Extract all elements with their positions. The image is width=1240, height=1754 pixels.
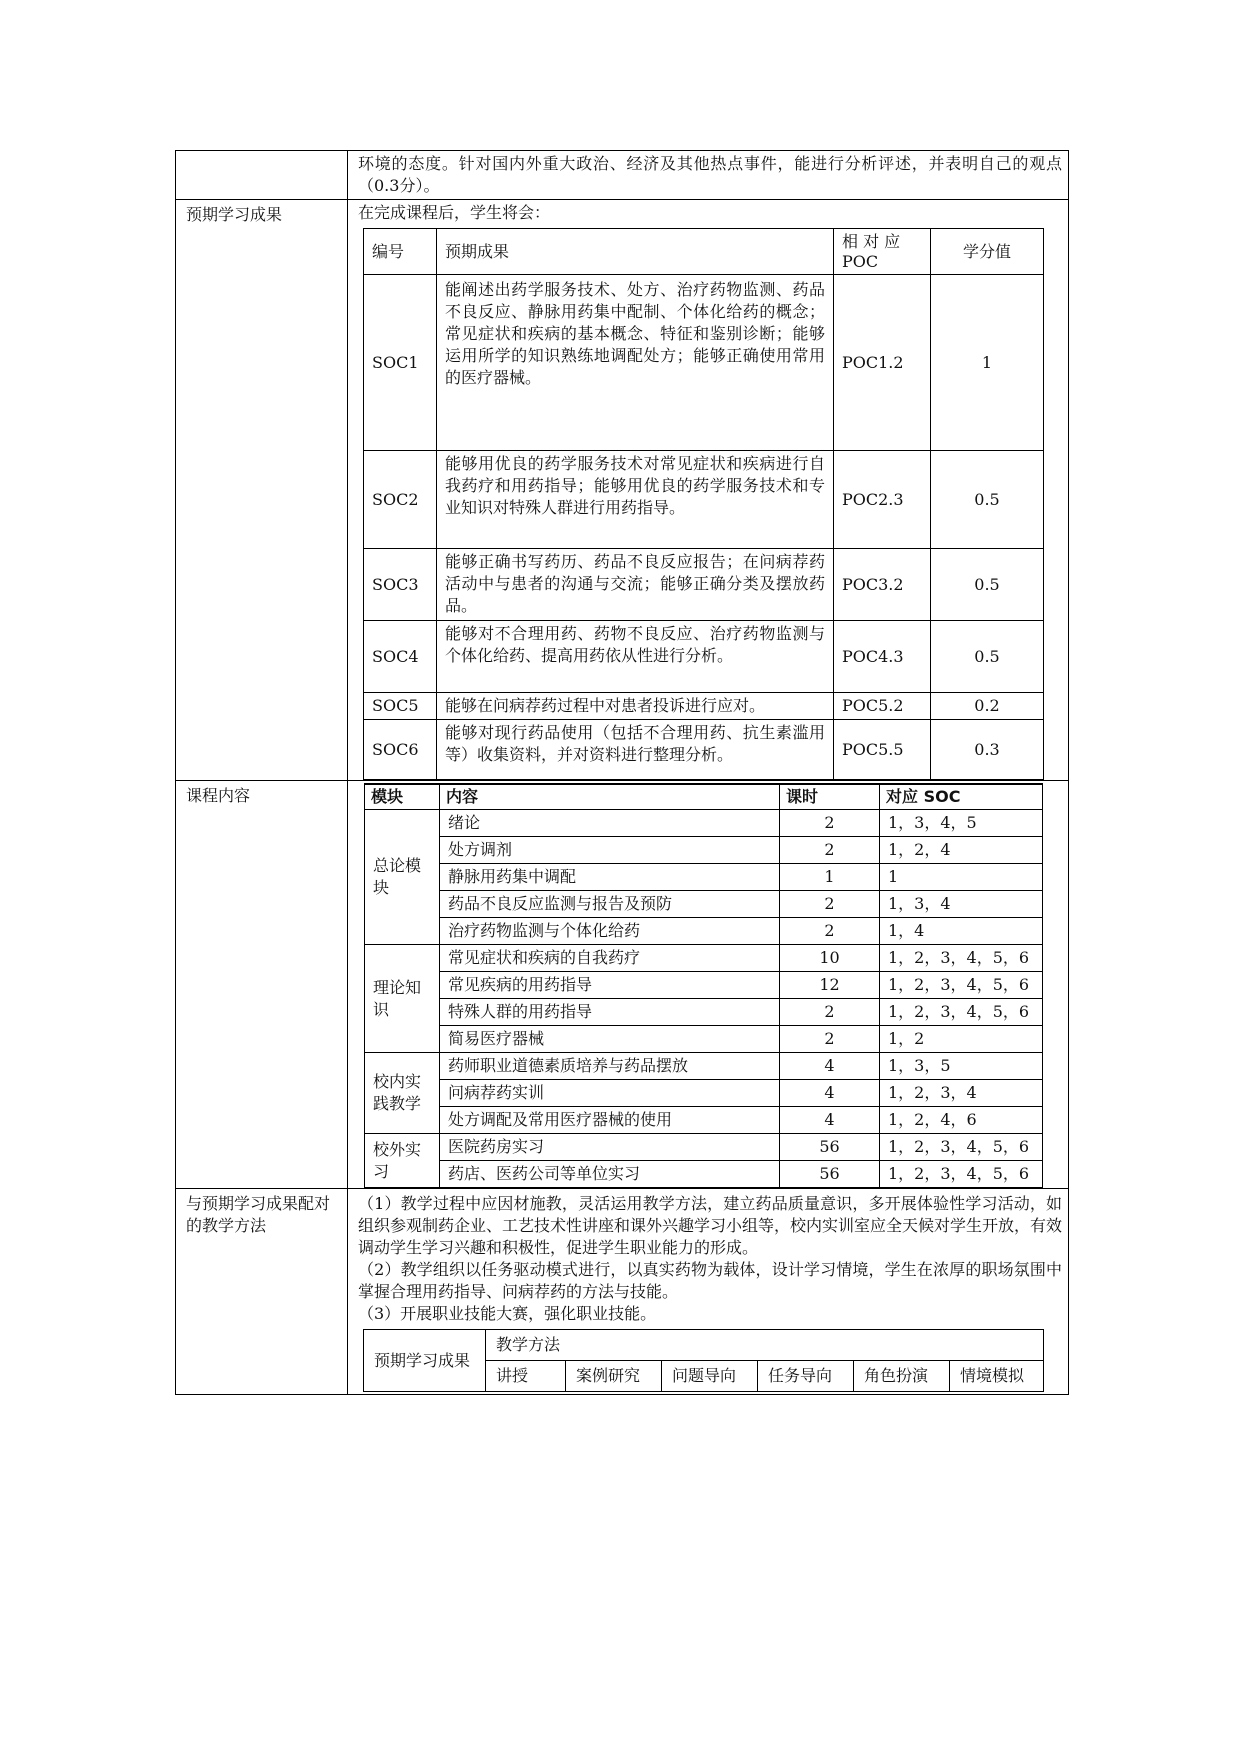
course-header-content: 内容 (440, 784, 780, 810)
methods-matrix-corner: 预期学习成果 (364, 1330, 486, 1392)
soc-credit: 0.3 (931, 720, 1044, 780)
soc-header-outcome: 预期成果 (437, 229, 834, 275)
course-row (365, 1161, 1043, 1188)
course-row (365, 810, 1043, 837)
methods-matrix-group: 教学方法 (486, 1330, 1044, 1361)
course-soc: 1，3，5 (880, 1053, 1043, 1080)
soc-header-row (364, 229, 1044, 275)
course-soc: 1，2，4，6 (880, 1107, 1043, 1134)
continuation-row (176, 151, 1069, 200)
soc-id: SOC1 (364, 275, 437, 451)
soc-credit: 1 (931, 275, 1044, 451)
course-soc: 1 (880, 864, 1043, 891)
methods-matrix-group-row (364, 1330, 1044, 1361)
course-content: 药品不良反应监测与报告及预防 (440, 891, 780, 918)
continuation-text: 环境的态度。针对国内外重大政治、经济及其他热点事件，能进行分析评述，并表明自己的观点（0.3分）。 (358, 154, 1062, 195)
outcomes-content-cell (348, 200, 1069, 781)
soc-outcome-text: 能够正确书写药历、药品不良反应报告；在问病荐药活动中与患者的沟通与交流；能够正确分类及摆放药品。 (437, 549, 834, 621)
course-row (365, 1107, 1043, 1134)
soc-credit: 0.5 (931, 621, 1044, 693)
soc-outcome-text: 能够对不合理用药、药物不良反应、治疗药物监测与个体化给药、提高用药依从性进行分析。 (437, 621, 834, 693)
course-hours: 4 (780, 1107, 880, 1134)
soc-row (364, 621, 1044, 693)
soc-id: SOC6 (364, 720, 437, 780)
course-soc: 1，2，3，4，5，6 (880, 999, 1043, 1026)
methods-paragraph-1: （1）教学过程中应因材施教，灵活运用教学方法，建立药品质量意识，多开展体验性学习活动，如组织参观制药企业、工艺技术性讲座和课外兴趣学习小组等，校内实训室应全天候对学生开放，有效调动学生学习兴趣和积极性，促进学生职业能力的形成。 (358, 1194, 1063, 1257)
course-row (365, 972, 1043, 999)
course-hours: 2 (780, 891, 880, 918)
course-content: 处方调配及常用医疗器械的使用 (440, 1107, 780, 1134)
course-content: 问病荐药实训 (440, 1080, 780, 1107)
course-row (365, 837, 1043, 864)
method-lecture: 讲授 (486, 1361, 566, 1392)
course-module-name: 理论知识 (365, 945, 440, 1053)
methods-content-cell (348, 1189, 1069, 1395)
soc-poc: POC5.5 (834, 720, 931, 780)
methods-matrix-table (363, 1329, 1044, 1392)
soc-row (364, 720, 1044, 780)
methods-row (176, 1189, 1069, 1395)
course-header-module: 模块 (365, 784, 440, 810)
course-content-row (176, 781, 1069, 1189)
soc-poc: POC2.3 (834, 451, 931, 549)
course-hours: 4 (780, 1080, 880, 1107)
method-role-play: 角色扮演 (854, 1361, 950, 1392)
course-hours: 1 (780, 864, 880, 891)
course-content-label: 课程内容 (176, 781, 348, 1189)
soc-poc: POC1.2 (834, 275, 931, 451)
course-soc: 1，4 (880, 918, 1043, 945)
soc-credit: 0.5 (931, 549, 1044, 621)
course-module-name: 总论模块 (365, 810, 440, 945)
course-soc: 1，2，3，4 (880, 1080, 1043, 1107)
soc-id: SOC2 (364, 451, 437, 549)
course-row (365, 999, 1043, 1026)
course-content: 静脉用药集中调配 (440, 864, 780, 891)
course-content: 药师职业道德素质培养与药品摆放 (440, 1053, 780, 1080)
course-table (364, 783, 1043, 1188)
methods-paragraph-3: （3）开展职业技能大赛，强化职业技能。 (358, 1304, 657, 1323)
soc-id: SOC4 (364, 621, 437, 693)
course-soc: 1，2，3，4，5，6 (880, 945, 1043, 972)
course-content: 常见疾病的用药指导 (440, 972, 780, 999)
course-hours: 2 (780, 1026, 880, 1053)
outcomes-label: 预期学习成果 (176, 200, 348, 781)
methods-label: 与预期学习成果配对的教学方法 (176, 1189, 348, 1395)
soc-table (363, 228, 1044, 780)
document-page (175, 150, 1068, 1395)
soc-poc: POC3.2 (834, 549, 931, 621)
soc-poc: POC5.2 (834, 693, 931, 720)
course-row (365, 1134, 1043, 1161)
course-row (365, 1053, 1043, 1080)
soc-outcome-text: 能够用优良的药学服务技术对常见症状和疾病进行自我药疗和用药指导；能够用优良的药学服务技术和专业知识对特殊人群进行用药指导。 (437, 451, 834, 549)
course-content-cell (348, 781, 1069, 1189)
course-row (365, 864, 1043, 891)
soc-header-credit: 学分值 (931, 229, 1044, 275)
soc-row (364, 275, 1044, 451)
soc-header-poc: 相 对 应 POC (834, 229, 931, 275)
soc-outcome-text: 能够在问病荐药过程中对患者投诉进行应对。 (437, 693, 834, 720)
course-hours: 2 (780, 810, 880, 837)
course-module-name: 校外实习 (365, 1134, 440, 1188)
course-soc: 1，3，4 (880, 891, 1043, 918)
soc-poc: POC4.3 (834, 621, 931, 693)
course-content: 处方调剂 (440, 837, 780, 864)
course-hours: 56 (780, 1134, 880, 1161)
continuation-label-cell (176, 151, 348, 200)
soc-credit: 0.5 (931, 451, 1044, 549)
outcomes-intro: 在完成课程后，学生将会： (358, 203, 551, 222)
course-content: 绪论 (440, 810, 780, 837)
course-header-hours: 课时 (780, 784, 880, 810)
course-hours: 2 (780, 999, 880, 1026)
soc-outcome-text: 能阐述出药学服务技术、处方、治疗药物监测、药品不良反应、静脉用药集中配制、个体化给药的概念；常见症状和疾病的基本概念、特征和鉴别诊断；能够运用所学的知识熟练地调配处方；能够正确使用常用的医疗器械。 (437, 275, 834, 451)
course-content: 治疗药物监测与个体化给药 (440, 918, 780, 945)
soc-header-id: 编号 (364, 229, 437, 275)
soc-row (364, 451, 1044, 549)
methods-paragraphs (358, 1189, 1062, 1325)
course-hours: 2 (780, 837, 880, 864)
method-task-based: 任务导向 (758, 1361, 854, 1392)
course-row (365, 1080, 1043, 1107)
course-soc: 1，2，3，4，5，6 (880, 972, 1043, 999)
course-row (365, 1026, 1043, 1053)
course-soc: 1，2，3，4，5，6 (880, 1134, 1043, 1161)
methods-paragraph-2: （2）教学组织以任务驱动模式进行，以真实药物为载体，设计学习情境，学生在浓厚的职场氛围中掌握合理用药指导、问病荐药的方法与技能。 (358, 1260, 1062, 1301)
course-hours: 10 (780, 945, 880, 972)
course-hours: 2 (780, 918, 880, 945)
course-spec-table (175, 150, 1069, 1395)
course-content: 药店、医药公司等单位实习 (440, 1161, 780, 1188)
method-problem-based: 问题导向 (662, 1361, 758, 1392)
soc-credit: 0.2 (931, 693, 1044, 720)
soc-row (364, 549, 1044, 621)
course-row (365, 891, 1043, 918)
continuation-content-cell (348, 151, 1069, 200)
course-hours: 12 (780, 972, 880, 999)
course-row (365, 918, 1043, 945)
course-module-name: 校内实践教学 (365, 1053, 440, 1134)
course-soc: 1，2，3，4，5，6 (880, 1161, 1043, 1188)
course-content: 特殊人群的用药指导 (440, 999, 780, 1026)
outcomes-row (176, 200, 1069, 781)
course-header-soc: 对应 SOC (880, 784, 1043, 810)
course-soc: 1，2 (880, 1026, 1043, 1053)
soc-outcome-text: 能够对现行药品使用（包括不合理用药、抗生素滥用等）收集资料，并对资料进行整理分析。 (437, 720, 834, 780)
course-hours: 4 (780, 1053, 880, 1080)
course-soc: 1，3，4，5 (880, 810, 1043, 837)
soc-id: SOC5 (364, 693, 437, 720)
course-row (365, 945, 1043, 972)
course-content: 简易医疗器械 (440, 1026, 780, 1053)
method-case-study: 案例研究 (566, 1361, 662, 1392)
course-content: 常见症状和疾病的自我药疗 (440, 945, 780, 972)
course-header-row (365, 784, 1043, 810)
method-scenario-simulation: 情境模拟 (950, 1361, 1044, 1392)
soc-row (364, 693, 1044, 720)
soc-id: SOC3 (364, 549, 437, 621)
course-soc: 1，2，4 (880, 837, 1043, 864)
course-content: 医院药房实习 (440, 1134, 780, 1161)
course-hours: 56 (780, 1161, 880, 1188)
